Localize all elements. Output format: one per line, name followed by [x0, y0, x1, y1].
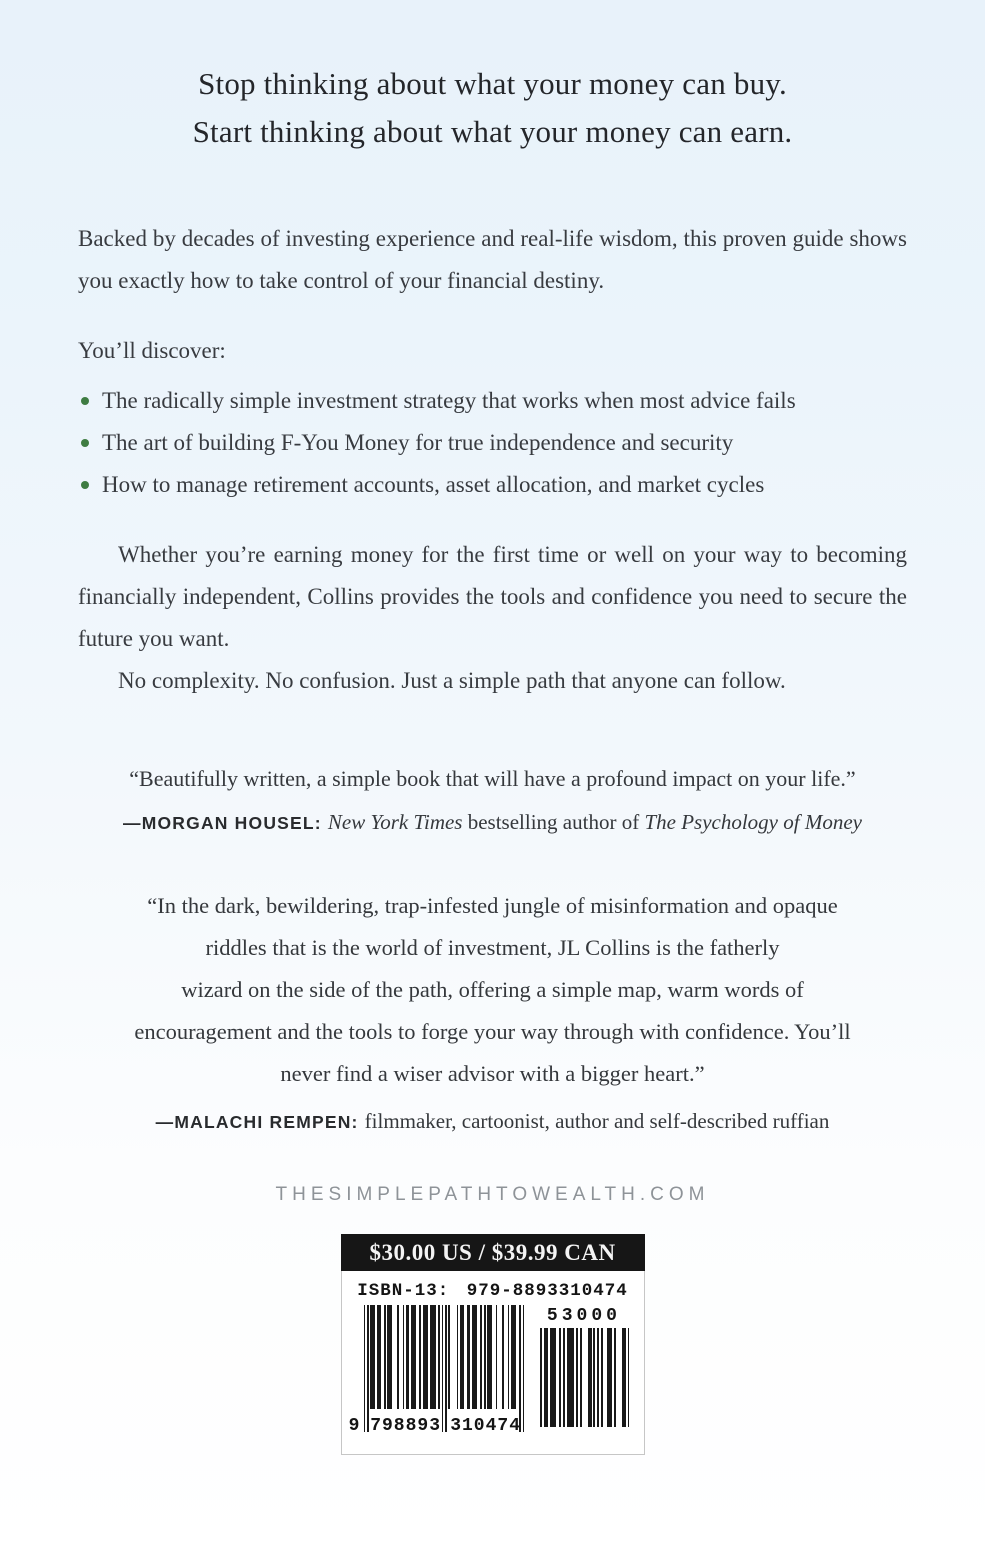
bullet-icon [81, 397, 89, 405]
barcode-bar [430, 1305, 437, 1409]
attribution-rempen-name: —MALACHI REMPEN: [155, 1112, 365, 1132]
barcode-row [342, 1305, 644, 1436]
barcode-bar [467, 1305, 470, 1409]
barcode-bar [622, 1328, 626, 1427]
barcode-bar [544, 1328, 548, 1427]
barcode-bar [403, 1305, 405, 1409]
barcode-bar [511, 1305, 516, 1409]
barcode-bar [496, 1305, 498, 1409]
ean-digit-system: 9 [348, 1416, 360, 1436]
attribution-rempen [78, 1105, 907, 1138]
barcode-bar [567, 1328, 575, 1427]
barcode-bar [419, 1305, 421, 1409]
barcode-bar [423, 1305, 428, 1409]
barcode-bar [448, 1305, 450, 1409]
bullet-icon [81, 481, 89, 489]
barcode-bar [563, 1328, 565, 1427]
barcode-bar [508, 1305, 510, 1409]
barcode-bar [387, 1305, 392, 1409]
barcode-bar [480, 1305, 482, 1409]
attribution-housel [78, 806, 907, 839]
addon-digits: 53000 [546, 1306, 621, 1326]
page [0, 60, 985, 1455]
discover-list [78, 380, 907, 506]
book-back-cover [0, 60, 985, 1560]
attribution-rempen-rest: filmmaker, cartoonist, author and self-described ruffian [364, 1109, 830, 1133]
headline-line2: Start thinking about what your money can earn. [192, 114, 793, 149]
attribution-housel-italic1: New York Times [327, 810, 463, 834]
barcode-bar [411, 1305, 416, 1409]
barcode-bar [406, 1305, 409, 1409]
body-paragraph-2: No complexity. No confusion. Just a simple path that anyone can follow. [118, 668, 786, 693]
ean13-bars [364, 1305, 525, 1432]
list-item [78, 380, 907, 422]
attribution-housel-name: —MORGAN HOUSEL: [123, 813, 328, 833]
quote-rempen-line: “In the dark, bewildering, trap-infested jungle of misinformation and opaque [147, 893, 838, 918]
ean-digits-left: 798893 [370, 1416, 441, 1436]
barcode-bar [540, 1328, 542, 1427]
barcode-bar [364, 1305, 366, 1432]
headline [78, 60, 907, 156]
barcode-bar [628, 1328, 630, 1427]
barcode-bar [580, 1328, 582, 1427]
addon-barcode [538, 1305, 629, 1427]
list-item [78, 422, 907, 464]
quote-housel: “Beautifully written, a simple book that will have a profound impact on your life.” [129, 766, 856, 791]
list-item-text: The radically simple investment strategy that works when most advice fails [102, 388, 796, 413]
website-url: THESIMPLEPATHTOWEALTH.COM [275, 1184, 710, 1205]
barcode-bar [460, 1305, 463, 1409]
price-text: $30.00 US / $39.99 CAN [369, 1240, 616, 1265]
barcode-bar [445, 1305, 447, 1432]
ean13-barcode [348, 1305, 525, 1436]
ean-digits-right: 310474 [450, 1416, 521, 1436]
headline-line1: Stop thinking about what your money can buy. [198, 66, 787, 101]
discover-heading: You’ll discover: [78, 338, 226, 363]
barcode-bar [367, 1305, 369, 1432]
addon-bars [538, 1328, 629, 1427]
barcode-bar [377, 1305, 380, 1409]
quote-rempen-line: never find a wiser advisor with a bigger heart.” [280, 1061, 705, 1086]
barcode-gap [450, 1305, 457, 1306]
barcode-bar [593, 1328, 595, 1427]
barcode-bar [442, 1305, 444, 1432]
barcode-bar [614, 1328, 616, 1427]
barcode-block [341, 1234, 645, 1455]
barcode-bar [438, 1305, 440, 1409]
barcode-bar [502, 1305, 504, 1409]
quote-rempen [78, 885, 907, 1095]
attribution-housel-italic2: The Psychology of Money [644, 810, 862, 834]
barcode-bar [457, 1305, 459, 1409]
price-band [341, 1234, 645, 1271]
barcode-bar [384, 1305, 386, 1409]
barcode-bar [472, 1305, 477, 1409]
barcode-bar [523, 1305, 525, 1432]
list-item [78, 464, 907, 506]
quote-rempen-line: wizard on the side of the path, offering a simple map, warm words of [181, 977, 804, 1002]
barcode-bar [484, 1305, 486, 1409]
barcode-bar [559, 1328, 561, 1427]
barcode-bar [487, 1305, 492, 1409]
quote-rempen-line: encouragement and the tools to forge your way through with confidence. You’ll [134, 1019, 851, 1044]
quote-rempen-line: riddles that is the world of investment, JL Collins is the fatherly [205, 935, 780, 960]
barcode-bar [576, 1328, 578, 1427]
body-paragraph-1: Whether you’re earning money for the first time or well on your way to becoming financially independent, Collins provides the tools and confidence you need to secure the future you want. [78, 542, 907, 651]
list-item-text: How to manage retirement accounts, asset allocation, and market cycles [102, 472, 765, 497]
barcode-bar [588, 1328, 592, 1427]
barcode-bar [519, 1305, 521, 1432]
barcode-bar [607, 1328, 613, 1427]
barcode-bar [397, 1305, 399, 1409]
intro-paragraph: Backed by decades of investing experience and real-life wisdom, this proven guide shows you exactly how to take control of your financial destiny. [78, 226, 907, 293]
bullet-icon [81, 439, 89, 447]
barcode-bar [370, 1305, 375, 1409]
attribution-housel-middle: bestselling author of [467, 810, 645, 834]
list-item-text: The art of building F-You Money for true independence and security [102, 430, 734, 455]
barcode-bar [597, 1328, 599, 1427]
barcode-bar [601, 1328, 603, 1427]
barcode-bar [550, 1328, 556, 1427]
barcode-box [341, 1271, 645, 1455]
isbn-text: ISBN-13: 979-8893310474 [357, 1281, 628, 1301]
